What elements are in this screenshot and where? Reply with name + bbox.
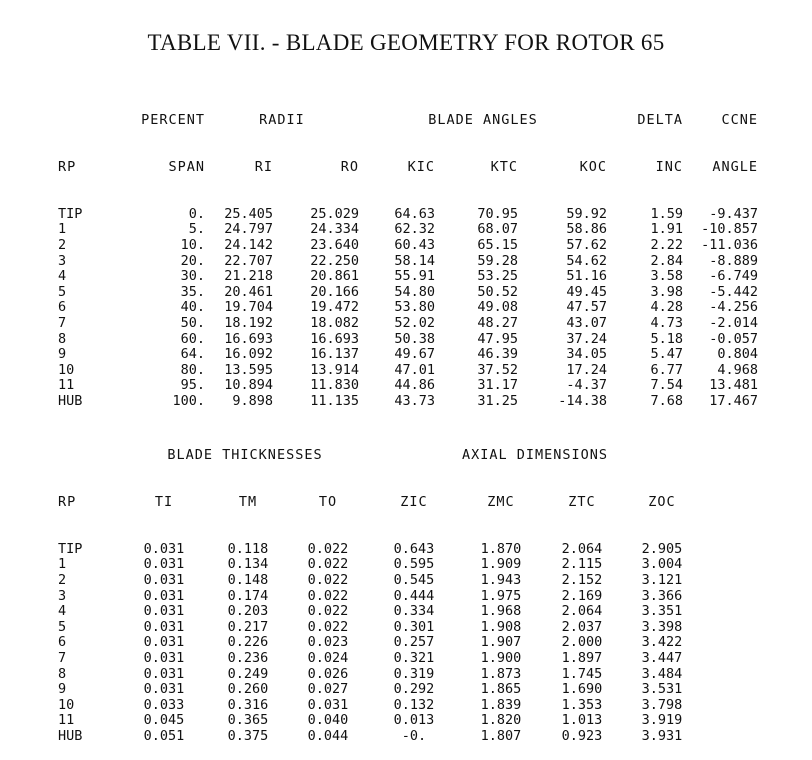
table-cell: 0.031 <box>143 681 185 698</box>
table-cell: 49.45 <box>566 283 607 300</box>
table-cell: 1.975 <box>480 587 522 604</box>
table-row <box>58 604 708 620</box>
table-cell: 0.334 <box>393 603 435 620</box>
table-cell: 2.22 <box>650 236 683 253</box>
table-cell: 17.467 <box>709 392 758 409</box>
table-row <box>58 269 798 285</box>
thickness-axial-table <box>58 417 708 760</box>
table-cell: 0.013 <box>393 712 435 729</box>
table-cell: 0.321 <box>393 649 435 666</box>
row-label: 11 <box>58 377 75 394</box>
table-row <box>58 635 708 651</box>
table-cell: 3.398 <box>641 618 683 635</box>
column-header-row <box>58 160 798 176</box>
table-cell: 0.022 <box>307 587 349 604</box>
table-cell: 0.023 <box>307 634 349 651</box>
table-cell: 40. <box>180 299 205 316</box>
table-cell: 22.707 <box>224 252 273 269</box>
table-cell: 11.830 <box>310 377 359 394</box>
table-cell: 20. <box>180 252 205 269</box>
table-cell: 5.47 <box>650 346 683 363</box>
col-header-to: TO <box>318 493 338 510</box>
table-cell: 20.461 <box>224 283 273 300</box>
table-cell: 55.91 <box>394 268 435 285</box>
col-header-kic: KIC <box>407 158 435 175</box>
table-cell: 10.894 <box>224 377 273 394</box>
table-cell: 3.004 <box>641 556 683 573</box>
col-header-ti: TI <box>154 493 174 510</box>
table-row <box>58 573 708 589</box>
table-cell: 0.026 <box>307 665 349 682</box>
table-cell: 35. <box>180 283 205 300</box>
table-cell: 0.031 <box>143 634 185 651</box>
table-cell: 0.545 <box>393 571 435 588</box>
table-cell: 0.022 <box>307 540 349 557</box>
row-label: 6 <box>58 299 67 316</box>
table-cell: 0.260 <box>227 681 269 698</box>
table-cell: 0.375 <box>227 727 269 744</box>
table-cell: 0.040 <box>307 712 349 729</box>
table-cell: 1.873 <box>480 665 522 682</box>
table-cell: 21.218 <box>224 268 273 285</box>
table-cell: 3.931 <box>641 727 683 744</box>
table-cell: 2.115 <box>561 556 603 573</box>
table-cell: 4.968 <box>717 361 758 378</box>
table-cell: 24.142 <box>224 236 273 253</box>
table-cell: 1.907 <box>480 634 522 651</box>
table-row <box>58 667 708 683</box>
table-cell: 1.820 <box>480 712 522 729</box>
table-cell: 47.57 <box>566 299 607 316</box>
table-row <box>58 363 798 379</box>
row-label: 1 <box>58 221 67 238</box>
row-label: 8 <box>58 665 67 682</box>
table-cell: -2.014 <box>709 314 758 331</box>
table-cell: 3.351 <box>641 603 683 620</box>
table-cell: -14.38 <box>558 392 607 409</box>
table-row <box>58 729 708 745</box>
table-cell: 0.292 <box>393 681 435 698</box>
table-cell: 50.52 <box>477 283 518 300</box>
table-cell: 18.192 <box>224 314 273 331</box>
table-cell: 0.031 <box>143 571 185 588</box>
col-header-zoc: ZOC <box>648 493 676 510</box>
table-cell: 19.704 <box>224 299 273 316</box>
table-cell: 5. <box>188 221 205 238</box>
row-label: 11 <box>58 712 75 729</box>
table-cell: 2.000 <box>561 634 603 651</box>
table-cell: 53.25 <box>477 268 518 285</box>
table-cell: 9.898 <box>232 392 273 409</box>
table-cell: 0.148 <box>227 571 269 588</box>
table-cell: 0.024 <box>307 649 349 666</box>
table-cell: 31.25 <box>477 392 518 409</box>
table-cell: 47.95 <box>477 330 518 347</box>
cone-header: CCNE <box>721 112 758 129</box>
table-row <box>58 698 708 714</box>
table-row <box>58 254 798 270</box>
table-row <box>58 682 708 698</box>
table-cell: 58.86 <box>566 221 607 238</box>
table-cell: 1.91 <box>650 221 683 238</box>
table-cell: 0.595 <box>393 556 435 573</box>
table-cell: 58.14 <box>394 252 435 269</box>
row-label: 2 <box>58 571 67 588</box>
row-label: 3 <box>58 587 67 604</box>
table-row <box>58 620 708 636</box>
table-cell: 0.643 <box>393 540 435 557</box>
table-cell: 13.481 <box>709 377 758 394</box>
row-label: 3 <box>58 252 67 269</box>
row-label: 9 <box>58 681 67 698</box>
table-cell: 0.301 <box>393 618 435 635</box>
table-cell: 1.745 <box>561 665 603 682</box>
table-body <box>58 542 708 745</box>
table-cell: 50.38 <box>394 330 435 347</box>
row-label: 2 <box>58 236 67 253</box>
row-label: 8 <box>58 330 67 347</box>
table-cell: 25.405 <box>224 205 273 222</box>
col-header-ktc: KTC <box>490 158 518 175</box>
table-cell: 6.77 <box>650 361 683 378</box>
table-row <box>58 300 798 316</box>
delta-header: DELTA <box>637 112 683 129</box>
row-label: HUB <box>58 392 83 409</box>
row-label: 4 <box>58 268 67 285</box>
table-row <box>58 238 798 254</box>
table-cell: 0.031 <box>143 649 185 666</box>
table-cell: 30. <box>180 268 205 285</box>
table-row <box>58 394 798 410</box>
table-cell: 100. <box>172 392 205 409</box>
table-cell: 3.121 <box>641 571 683 588</box>
table-row <box>58 285 798 301</box>
table-cell: 19.472 <box>310 299 359 316</box>
table-cell: -0. <box>401 727 427 744</box>
table-row <box>58 557 708 573</box>
table-cell: 1.897 <box>561 649 603 666</box>
table-cell: 0.022 <box>307 618 349 635</box>
table-cell: 22.250 <box>310 252 359 269</box>
row-label: 10 <box>58 361 75 378</box>
table-cell: 48.27 <box>477 314 518 331</box>
table-cell: -6.749 <box>709 268 758 285</box>
col-header-koc: KOC <box>579 158 607 175</box>
row-label: TIP <box>58 540 83 557</box>
table-cell: 0.022 <box>307 556 349 573</box>
col-header-ro: RO <box>340 158 359 175</box>
col-header-zic: ZIC <box>400 493 428 510</box>
table-row <box>58 542 708 558</box>
col-header-ztc: ZTC <box>568 493 596 510</box>
blade-geometry-table <box>58 82 798 425</box>
table-cell: 1.865 <box>480 681 522 698</box>
table-cell: 54.80 <box>394 283 435 300</box>
col-header-rp: RP <box>58 493 77 510</box>
table-cell: 4.28 <box>650 299 683 316</box>
table-cell: 64.63 <box>394 205 435 222</box>
table-cell: 0.257 <box>393 634 435 651</box>
table-cell: 3.366 <box>641 587 683 604</box>
table-cell: 2.064 <box>561 603 603 620</box>
table-cell: 1.943 <box>480 571 522 588</box>
table-cell: 0.031 <box>143 618 185 635</box>
table-cell: 24.797 <box>224 221 273 238</box>
table-cell: 23.640 <box>310 236 359 253</box>
table-cell: 3.98 <box>650 283 683 300</box>
table-cell: 3.58 <box>650 268 683 285</box>
table-cell: 0.217 <box>227 618 269 635</box>
table-row <box>58 222 798 238</box>
table-cell: 1.807 <box>480 727 522 744</box>
table-cell: 0.031 <box>143 665 185 682</box>
table-cell: 0.365 <box>227 712 269 729</box>
table-cell: 0.132 <box>393 696 435 713</box>
table-cell: 2.905 <box>641 540 683 557</box>
table-cell: 65.15 <box>477 236 518 253</box>
table-cell: 0.236 <box>227 649 269 666</box>
table-row <box>58 332 798 348</box>
table-cell: 51.16 <box>566 268 607 285</box>
table-cell: 25.029 <box>310 205 359 222</box>
table-row <box>58 713 708 729</box>
table-cell: 80. <box>180 361 205 378</box>
table-cell: 7.54 <box>650 377 683 394</box>
group-header-row <box>58 113 798 129</box>
table-cell: 2.169 <box>561 587 603 604</box>
table-cell: 0.051 <box>143 727 185 744</box>
table-cell: 1.870 <box>480 540 522 557</box>
table-cell: 1.839 <box>480 696 522 713</box>
table-cell: -9.437 <box>709 205 758 222</box>
table-cell: 0.804 <box>717 346 758 363</box>
col-header-tm: TM <box>238 493 258 510</box>
table-cell: 3.484 <box>641 665 683 682</box>
col-header-ri: RI <box>254 158 273 175</box>
table-cell: 0.118 <box>227 540 269 557</box>
table-cell: 70.95 <box>477 205 518 222</box>
row-label: 7 <box>58 314 67 331</box>
table-cell: 43.73 <box>394 392 435 409</box>
table-cell: 1.900 <box>480 649 522 666</box>
table-cell: 68.07 <box>477 221 518 238</box>
table-cell: 16.137 <box>310 346 359 363</box>
table-cell: 13.595 <box>224 361 273 378</box>
table-cell: 60.43 <box>394 236 435 253</box>
table-cell: 57.62 <box>566 236 607 253</box>
table-row <box>58 347 798 363</box>
table-cell: 0.203 <box>227 603 269 620</box>
blade-angles-header: BLADE ANGLES <box>428 112 538 129</box>
table-cell: 1.908 <box>480 618 522 635</box>
row-label: 10 <box>58 696 75 713</box>
radii-header: RADII <box>259 112 305 129</box>
table-cell: 0.022 <box>307 571 349 588</box>
table-cell: 37.24 <box>566 330 607 347</box>
table-cell: 0.319 <box>393 665 435 682</box>
table-cell: 53.80 <box>394 299 435 316</box>
table-cell: 34.05 <box>566 346 607 363</box>
table-cell: 1.353 <box>561 696 603 713</box>
table-cell: 64. <box>180 346 205 363</box>
table-title: TABLE VII. - BLADE GEOMETRY FOR ROTOR 65 <box>147 30 665 55</box>
axial-dimensions-header: AXIAL DIMENSIONS <box>461 447 609 464</box>
table-cell: 2.064 <box>561 540 603 557</box>
row-label: TIP <box>58 205 83 222</box>
table-cell: 31.17 <box>477 377 518 394</box>
table-cell: 11.135 <box>310 392 359 409</box>
col-header-span: SPAN <box>168 158 205 175</box>
table-row <box>58 589 708 605</box>
table-cell: 5.18 <box>650 330 683 347</box>
col-header-angle: ANGLE <box>712 158 758 175</box>
table-cell: 0.134 <box>227 556 269 573</box>
column-header-row <box>58 495 708 511</box>
table-cell: 0.031 <box>143 603 185 620</box>
row-label: HUB <box>58 727 83 744</box>
table-cell: 0.031 <box>307 696 349 713</box>
table-cell: 49.67 <box>394 346 435 363</box>
table-cell: 3.447 <box>641 649 683 666</box>
table-cell: 17.24 <box>566 361 607 378</box>
table-cell: 47.01 <box>394 361 435 378</box>
table-cell: 59.28 <box>477 252 518 269</box>
table-cell: 3.798 <box>641 696 683 713</box>
col-header-zmc: ZMC <box>487 493 515 510</box>
table-cell: 16.693 <box>310 330 359 347</box>
table-row <box>58 378 798 394</box>
table-row <box>58 651 708 667</box>
table-cell: 1.013 <box>561 712 603 729</box>
table-cell: 2.84 <box>650 252 683 269</box>
table-cell: 1.59 <box>650 205 683 222</box>
table-cell: 24.334 <box>310 221 359 238</box>
table-cell: 46.39 <box>477 346 518 363</box>
table-cell: -0.057 <box>709 330 758 347</box>
table-cell: -10.857 <box>701 221 758 238</box>
row-label: 4 <box>58 603 67 620</box>
table-cell: 95. <box>180 377 205 394</box>
table-row <box>58 316 798 332</box>
table-cell: 1.909 <box>480 556 522 573</box>
table-cell: 44.86 <box>394 377 435 394</box>
table-cell: 16.092 <box>224 346 273 363</box>
table-cell: 13.914 <box>310 361 359 378</box>
table-cell: -4.256 <box>709 299 758 316</box>
table-cell: 20.861 <box>310 268 359 285</box>
table-cell: 3.531 <box>641 681 683 698</box>
blade-thicknesses-header: BLADE THICKNESSES <box>167 447 323 464</box>
table-cell: 2.152 <box>561 571 603 588</box>
table-cell: 54.62 <box>566 252 607 269</box>
table-cell: 37.52 <box>477 361 518 378</box>
table-cell: 60. <box>180 330 205 347</box>
table-cell: 1.968 <box>480 603 522 620</box>
table-cell: 0.316 <box>227 696 269 713</box>
table-cell: -8.889 <box>709 252 758 269</box>
row-label: 1 <box>58 556 67 573</box>
table-cell: 0.031 <box>143 556 185 573</box>
table-cell: 0.027 <box>307 681 349 698</box>
table-cell: 10. <box>180 236 205 253</box>
group-header-row <box>58 448 708 464</box>
table-body <box>58 207 798 410</box>
table-row <box>58 207 798 223</box>
table-cell: 52.02 <box>394 314 435 331</box>
table-cell: 3.422 <box>641 634 683 651</box>
table-cell: -5.442 <box>709 283 758 300</box>
table-cell: 0.022 <box>307 603 349 620</box>
table-cell: 0.031 <box>143 540 185 557</box>
table-cell: 1.690 <box>561 681 603 698</box>
row-label: 5 <box>58 283 67 300</box>
table-cell: 3.919 <box>641 712 683 729</box>
table-cell: 62.32 <box>394 221 435 238</box>
table-cell: 0.923 <box>561 727 603 744</box>
table-cell: 18.082 <box>310 314 359 331</box>
table-cell: -11.036 <box>701 236 758 253</box>
table-cell: 20.166 <box>310 283 359 300</box>
table-cell: 49.08 <box>477 299 518 316</box>
table-cell: -4.37 <box>566 377 607 394</box>
table-cell: 50. <box>180 314 205 331</box>
row-label: 9 <box>58 346 67 363</box>
table-cell: 0.045 <box>143 712 185 729</box>
table-cell: 0.226 <box>227 634 269 651</box>
table-cell: 4.73 <box>650 314 683 331</box>
table-cell: 7.68 <box>650 392 683 409</box>
table-cell: 43.07 <box>566 314 607 331</box>
col-header-rp: RP <box>58 158 77 175</box>
table-cell: 0.174 <box>227 587 269 604</box>
row-label: 7 <box>58 649 67 666</box>
table-cell: 0.033 <box>143 696 185 713</box>
col-header-inc: INC <box>655 158 683 175</box>
table-cell: 0.249 <box>227 665 269 682</box>
table-cell: 0. <box>188 205 205 222</box>
table-cell: 0.444 <box>393 587 435 604</box>
row-label: 6 <box>58 634 67 651</box>
table-cell: 59.92 <box>566 205 607 222</box>
table-cell: 2.037 <box>561 618 603 635</box>
table-cell: 0.031 <box>143 587 185 604</box>
table-cell: 0.044 <box>307 727 349 744</box>
row-label: 5 <box>58 618 67 635</box>
percent-header: PERCENT <box>141 112 205 129</box>
table-cell: 16.693 <box>224 330 273 347</box>
